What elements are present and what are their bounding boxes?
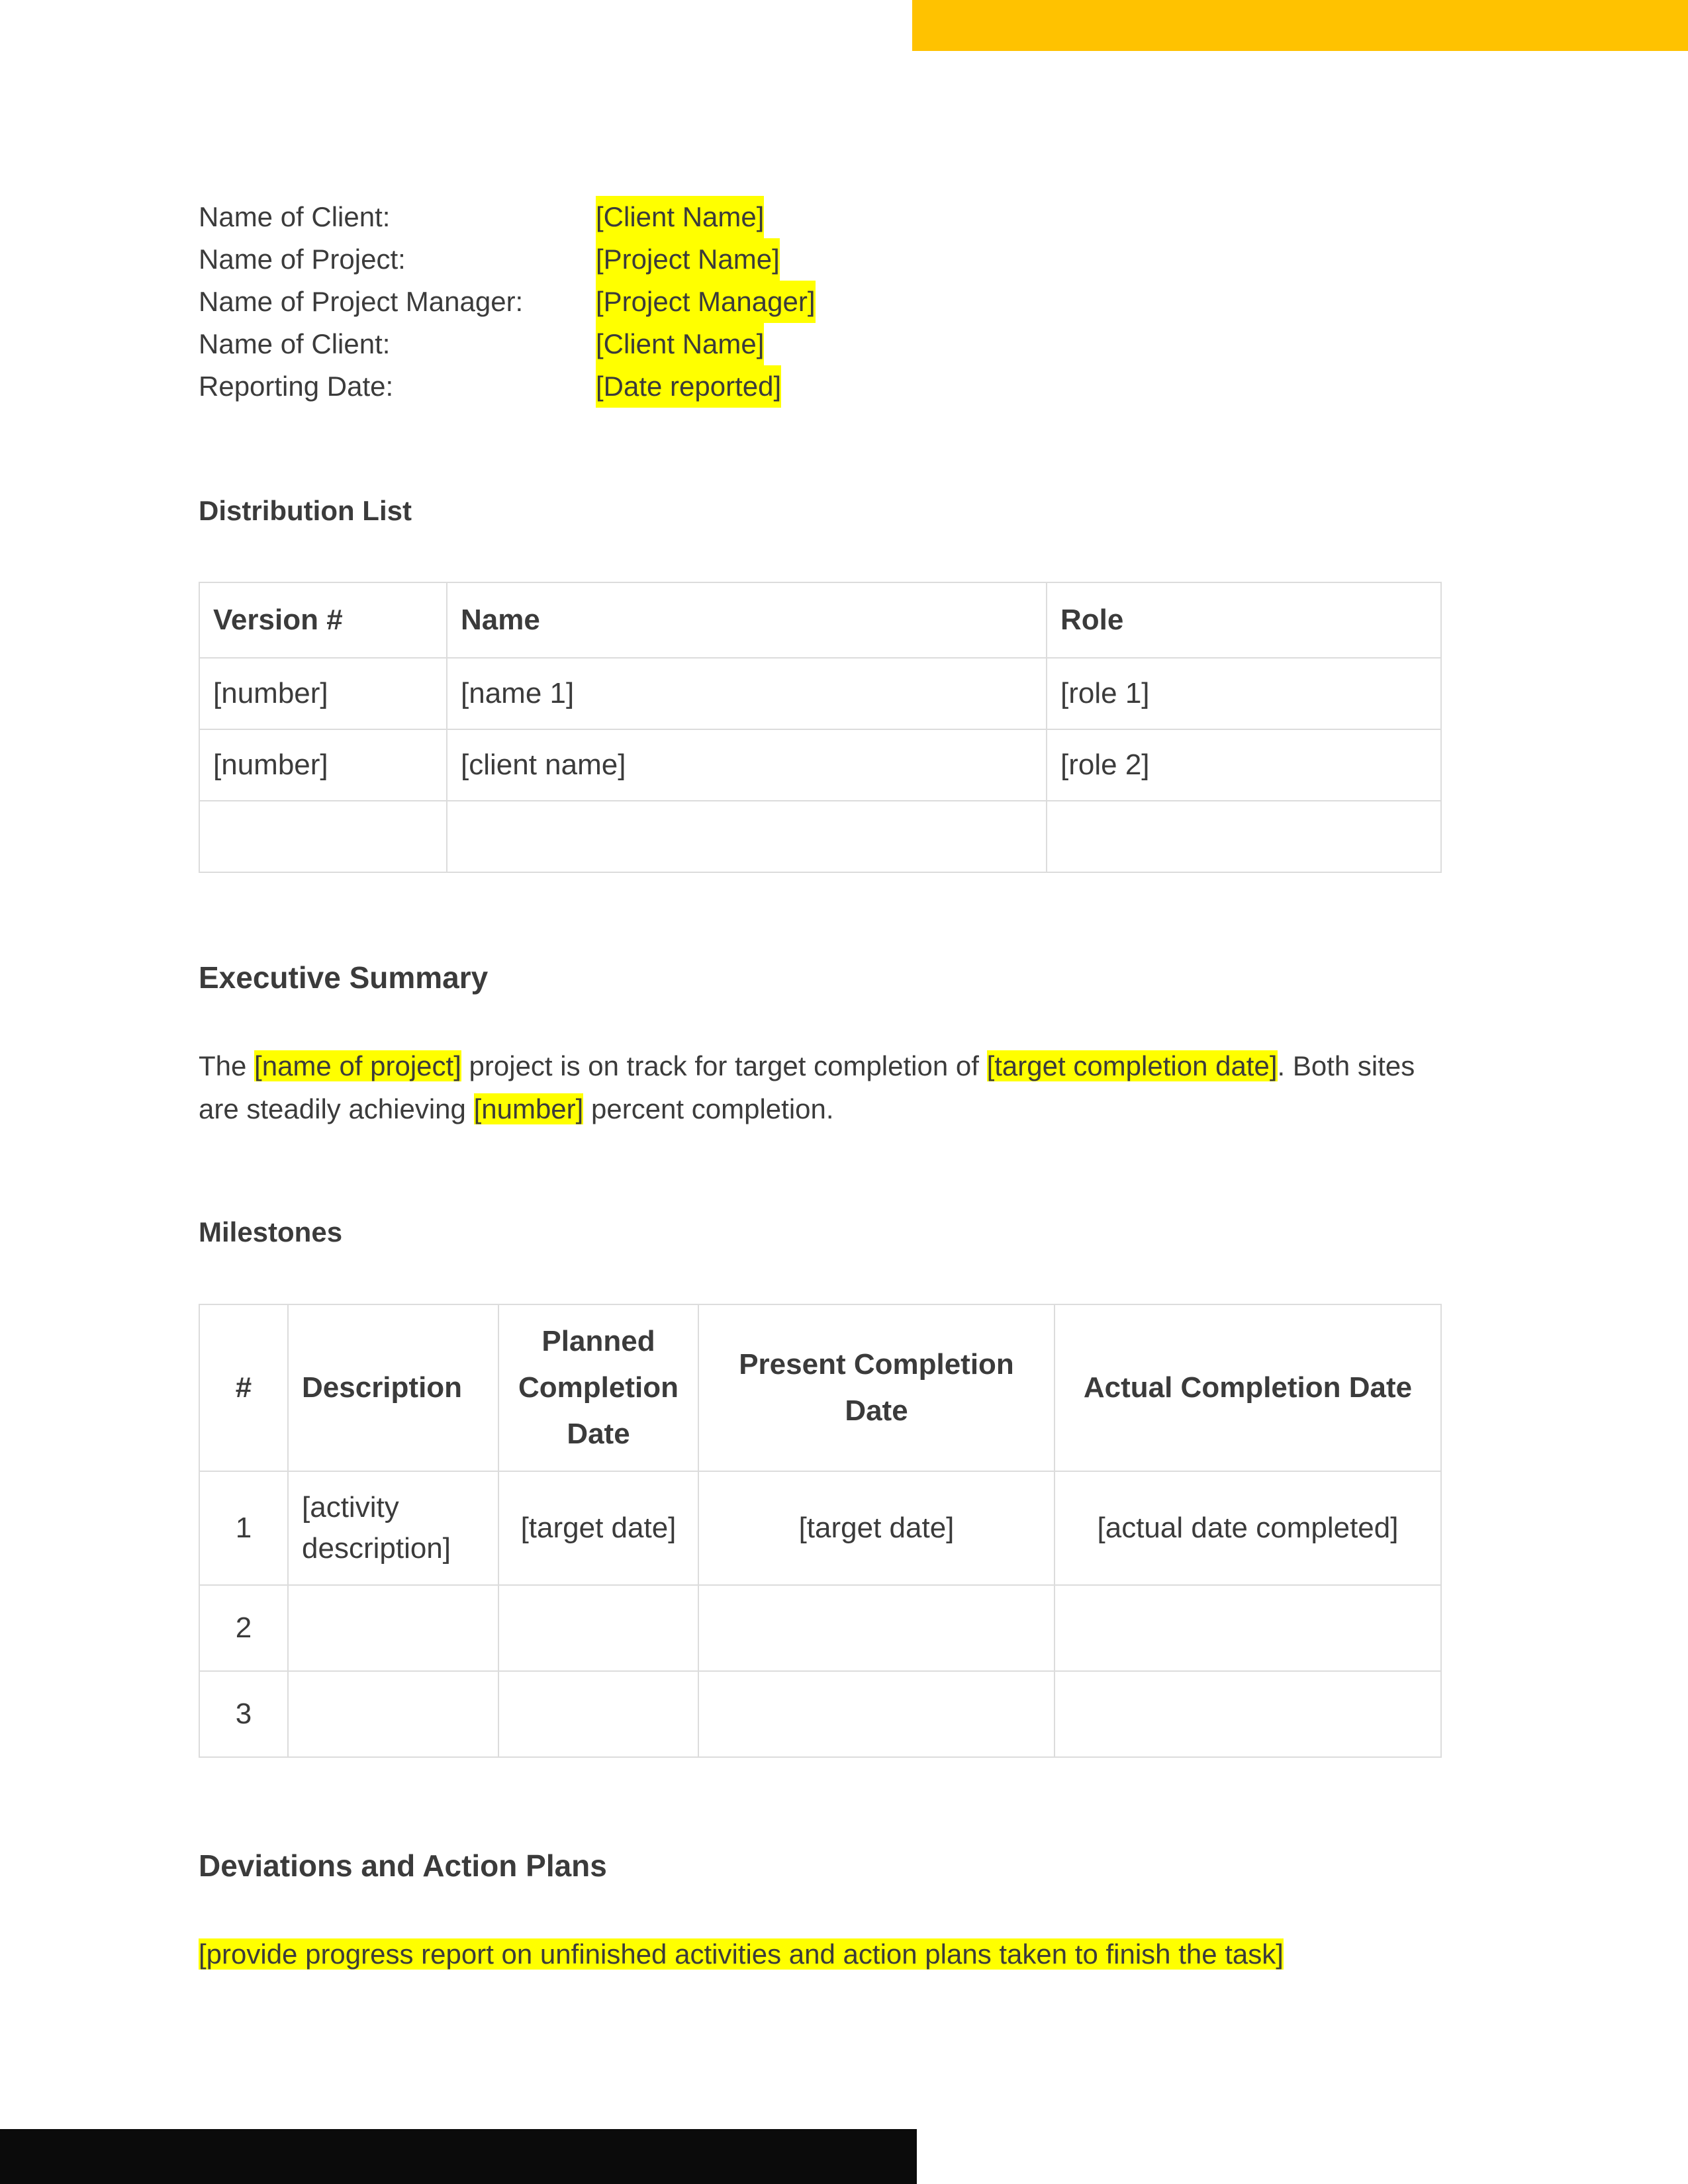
info-label: Name of Client: — [199, 201, 391, 232]
column-header: Present Completion Date — [698, 1304, 1055, 1471]
column-header: Role — [1047, 582, 1441, 658]
executive-summary-heading: Executive Summary — [199, 960, 489, 995]
table-cell — [288, 1585, 498, 1671]
table-cell — [199, 801, 447, 872]
table-cell: [activity description] — [288, 1471, 498, 1585]
table-row — [199, 658, 1441, 729]
table-cell: [target date] — [698, 1471, 1055, 1585]
column-header: Name — [447, 582, 1047, 658]
table-cell — [447, 801, 1047, 872]
project-info-block — [199, 196, 816, 408]
table-cell: [number] — [199, 658, 447, 729]
table-header-row — [199, 1304, 1441, 1471]
deviations-text — [199, 1933, 1456, 1976]
distribution-list-heading: Distribution List — [199, 495, 412, 526]
info-row-client — [199, 196, 816, 238]
info-value: [Project Name] — [596, 238, 780, 281]
table-cell: [name 1] — [447, 658, 1047, 729]
table-cell — [1047, 801, 1441, 872]
column-header: Description — [288, 1304, 498, 1471]
table-row — [199, 1671, 1441, 1757]
header-accent-bar — [912, 0, 1688, 51]
table-cell: [role 1] — [1047, 658, 1441, 729]
summary-text: percent completion. — [583, 1093, 834, 1124]
milestones-heading: Milestones — [199, 1216, 343, 1248]
deviations-heading: Deviations and Action Plans — [199, 1848, 607, 1883]
info-value: [Date reported] — [596, 365, 781, 408]
table-cell — [498, 1671, 698, 1757]
info-label: Name of Project Manager: — [199, 286, 524, 317]
deviations-placeholder: [provide progress report on unfinished activities and action plans taken to finish the task] — [199, 1938, 1284, 1970]
table-cell — [698, 1585, 1055, 1671]
table-cell: 2 — [199, 1585, 288, 1671]
summary-placeholder: [name of project] — [254, 1050, 461, 1081]
table-row — [199, 801, 1441, 872]
executive-summary-text — [199, 1044, 1456, 1130]
info-row-project — [199, 238, 816, 281]
table-cell — [288, 1671, 498, 1757]
summary-placeholder: [number] — [473, 1093, 584, 1124]
table-cell: [actual date completed] — [1055, 1471, 1441, 1585]
info-label: Name of Project: — [199, 244, 406, 275]
table-cell — [498, 1585, 698, 1671]
table-row — [199, 1471, 1441, 1585]
table-cell: [number] — [199, 729, 447, 801]
info-value: [Client Name] — [596, 323, 764, 365]
info-row-client-2 — [199, 323, 816, 365]
info-row-reporting-date — [199, 365, 816, 408]
summary-text: project is on track for target completion of — [461, 1050, 987, 1081]
column-header: Version # — [199, 582, 447, 658]
info-label: Name of Client: — [199, 328, 391, 359]
summary-placeholder: [target completion date] — [986, 1050, 1278, 1081]
table-cell: 3 — [199, 1671, 288, 1757]
summary-text: The — [199, 1050, 255, 1081]
info-label: Reporting Date: — [199, 371, 394, 402]
table-cell — [1055, 1671, 1441, 1757]
footer-bar — [0, 2129, 917, 2184]
table-cell — [698, 1671, 1055, 1757]
column-header: # — [199, 1304, 288, 1471]
table-cell: 1 — [199, 1471, 288, 1585]
table-cell: [target date] — [498, 1471, 698, 1585]
info-value: [Project Manager] — [596, 281, 816, 323]
column-header: Actual Completion Date — [1055, 1304, 1441, 1471]
table-cell: [role 2] — [1047, 729, 1441, 801]
table-cell — [1055, 1585, 1441, 1671]
summary-text: . Both sites are steadily achieving — [199, 1050, 1415, 1124]
table-row — [199, 729, 1441, 801]
table-cell: [client name] — [447, 729, 1047, 801]
info-row-project-manager — [199, 281, 816, 323]
table-header-row — [199, 582, 1441, 658]
milestones-table — [199, 1304, 1442, 1758]
table-row — [199, 1585, 1441, 1671]
distribution-table — [199, 582, 1442, 873]
column-header: Planned Completion Date — [498, 1304, 698, 1471]
info-value: [Client Name] — [596, 196, 764, 238]
